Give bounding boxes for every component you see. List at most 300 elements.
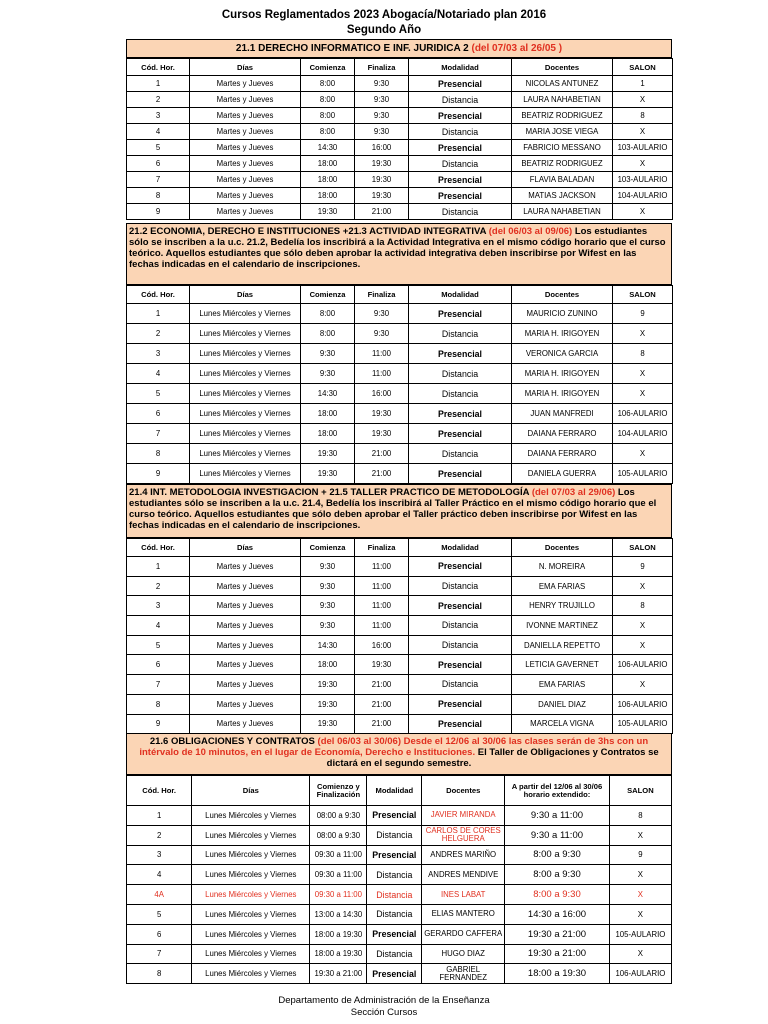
table-row <box>127 76 673 92</box>
table-row <box>127 806 672 826</box>
finaliza-cell: 21:00 <box>355 675 409 695</box>
table-row <box>127 964 672 984</box>
docente-cell: FABRICIO MESSANO <box>512 140 613 156</box>
table-row <box>127 204 673 220</box>
docente-cell: DAIANA FERRARO <box>512 444 613 464</box>
cod-cell: 4 <box>127 616 190 636</box>
table-row <box>127 364 673 384</box>
cod-cell: 5 <box>127 635 190 655</box>
salon-cell: 105-AULARIO <box>609 924 671 944</box>
finaliza-cell: 16:00 <box>355 635 409 655</box>
finaliza-cell: 21:00 <box>355 694 409 714</box>
docente-cell: DANIELLA REPETTO <box>512 635 613 655</box>
document-title: Cursos Reglamentados 2023 Abogacía/Notariado plan 2016 <box>221 9 547 21</box>
docente-cell: MARIA H. IRIGOYEN <box>512 324 613 344</box>
col-extendido: A partir del 12/06 al 30/06 horario extendido: <box>505 776 610 806</box>
cod-cell: 3 <box>127 596 190 616</box>
salon-cell: 104-AULARIO <box>613 188 673 204</box>
comienza-cell: 8:00 <box>301 76 355 92</box>
comienza-cell: 19:30 <box>301 204 355 220</box>
comienza-cell: 9:30 <box>301 596 355 616</box>
col-finaliza: Finaliza <box>355 539 409 557</box>
finaliza-cell: 11:00 <box>355 557 409 577</box>
dias-cell: Martes y Jueves <box>190 557 301 577</box>
salon-cell: X <box>613 204 673 220</box>
document-subtitle: Segundo Año <box>346 24 422 36</box>
dias-cell: Lunes Miércoles y Viernes <box>192 924 310 944</box>
docente-cell: DAIANA FERRARO <box>512 424 613 444</box>
table-row <box>127 865 672 885</box>
docente-cell: MATIAS JACKSON <box>512 188 613 204</box>
docente-cell: GABRIEL FERNANDEZ <box>422 964 505 984</box>
section-economia <box>126 223 672 484</box>
cod-cell: 6 <box>127 156 190 172</box>
finaliza-cell: 19:30 <box>355 172 409 188</box>
salon-cell: X <box>613 616 673 636</box>
docente-cell: LETICIA GAVERNET <box>512 655 613 675</box>
extendido-cell: 19:30 a 21:00 <box>505 944 610 964</box>
docente-cell: ELIAS MANTERO <box>422 904 505 924</box>
finaliza-cell: 21:00 <box>355 204 409 220</box>
salon-cell: X <box>613 124 673 140</box>
modalidad-cell: Presencial <box>409 596 512 616</box>
table-row <box>127 108 673 124</box>
cod-cell: 1 <box>127 304 190 324</box>
salon-cell: 9 <box>613 304 673 324</box>
comienza-cell: 19:30 <box>301 694 355 714</box>
comienza-cell: 14:30 <box>301 140 355 156</box>
salon-cell: 8 <box>613 596 673 616</box>
comienza-cell: 9:30 <box>301 576 355 596</box>
cod-cell: 2 <box>127 324 190 344</box>
section-header <box>126 733 672 775</box>
modalidad-cell: Presencial <box>409 108 512 124</box>
finaliza-cell: 16:00 <box>355 140 409 156</box>
table-row <box>127 825 672 845</box>
comienza-cell: 19:30 <box>301 675 355 695</box>
modalidad-cell: Presencial <box>409 464 512 484</box>
salon-cell: 103-AULARIO <box>613 172 673 188</box>
cod-cell: 4A <box>127 885 192 905</box>
salon-cell: X <box>609 865 671 885</box>
comienza-cell: 14:30 <box>301 635 355 655</box>
docente-cell: MAURICIO ZUNINO <box>512 304 613 324</box>
finaliza-cell: 11:00 <box>355 344 409 364</box>
dias-cell: Lunes Miércoles y Viernes <box>192 904 310 924</box>
modalidad-cell: Distancia <box>409 204 512 220</box>
docente-cell: INES LABAT <box>422 885 505 905</box>
table-row <box>127 404 673 424</box>
col-cod: Cód. Hor. <box>127 776 192 806</box>
modalidad-cell: Distancia <box>367 944 422 964</box>
salon-cell: 9 <box>609 845 671 865</box>
docente-cell: JUAN MANFREDI <box>512 404 613 424</box>
finaliza-cell: 21:00 <box>355 444 409 464</box>
modalidad-cell: Presencial <box>409 188 512 204</box>
cod-cell: 1 <box>127 806 192 826</box>
table-row <box>127 140 673 156</box>
finaliza-cell: 11:00 <box>355 364 409 384</box>
dias-cell: Lunes Miércoles y Viernes <box>192 865 310 885</box>
section-title: 21.6 OBLIGACIONES Y CONTRATOS <box>149 736 318 747</box>
schedule-table <box>126 538 673 734</box>
col-docentes: Docentes <box>512 539 613 557</box>
section-note-red: Desde el 12/06 al 30/06 las clases serán de 3hs con un intérvalo de 10 minutos, en el lugar de Economía, Derecho e Instituciones. <box>139 736 649 758</box>
docente-cell: NICOLAS ANTUNEZ <box>512 76 613 92</box>
modalidad-cell: Presencial <box>367 806 422 826</box>
dias-cell: Lunes Miércoles y Viernes <box>192 944 310 964</box>
modalidad-cell: Distancia <box>367 865 422 885</box>
dias-cell: Lunes Miércoles y Viernes <box>190 464 301 484</box>
dias-cell: Martes y Jueves <box>190 694 301 714</box>
salon-cell: X <box>613 675 673 695</box>
table-row <box>127 635 673 655</box>
schedule-table <box>126 58 673 220</box>
section-header <box>126 484 672 538</box>
salon-cell: X <box>613 156 673 172</box>
comienza-cell: 14:30 <box>301 384 355 404</box>
dias-cell: Martes y Jueves <box>190 655 301 675</box>
table-row <box>127 384 673 404</box>
modalidad-cell: Distancia <box>409 324 512 344</box>
finaliza-cell: 19:30 <box>355 156 409 172</box>
table-row <box>127 172 673 188</box>
dias-cell: Martes y Jueves <box>190 140 301 156</box>
cod-cell: 8 <box>127 188 190 204</box>
col-dias: Días <box>192 776 310 806</box>
modalidad-cell: Distancia <box>367 904 422 924</box>
cod-cell: 9 <box>127 464 190 484</box>
comienza-cell: 18:00 <box>301 156 355 172</box>
docente-cell: JAVIER MIRANDA <box>422 806 505 826</box>
table-row <box>127 344 673 364</box>
table-row <box>127 924 672 944</box>
horario-cell: 08:00 a 9:30 <box>310 825 367 845</box>
dias-cell: Lunes Miércoles y Viernes <box>190 304 301 324</box>
docente-cell: GERARDO CAFFERA <box>422 924 505 944</box>
extendido-cell: 9:30 a 11:00 <box>505 806 610 826</box>
cod-cell: 7 <box>127 944 192 964</box>
modalidad-cell: Distancia <box>409 92 512 108</box>
cod-cell: 9 <box>127 714 190 734</box>
docente-cell: CARLOS DE CORES HELGUERA <box>422 825 505 845</box>
comienza-cell: 19:30 <box>301 714 355 734</box>
cod-cell: 4 <box>127 865 192 885</box>
table-row <box>127 616 673 636</box>
salon-cell: 106-AULARIO <box>613 404 673 424</box>
table-row <box>127 304 673 324</box>
salon-cell: X <box>613 635 673 655</box>
section-dates: (del 07/03 al 26/05 ) <box>471 43 563 54</box>
finaliza-cell: 11:00 <box>355 616 409 636</box>
modalidad-cell: Distancia <box>409 675 512 695</box>
table-row <box>127 655 673 675</box>
comienza-cell: 18:00 <box>301 188 355 204</box>
finaliza-cell: 9:30 <box>355 108 409 124</box>
dias-cell: Lunes Miércoles y Viernes <box>192 885 310 905</box>
modalidad-cell: Distancia <box>409 124 512 140</box>
section-note: Los estudiantes sólo se inscriben a la u.c. 21.2, Bedelía los inscribirá a la Actividad Integrativa en el mismo código horario que el curso teórico. Aquellos estudiantes que sólo deben aprobar la actividad integrativa deben inscribirse por Wifest en las fechas indicadas en el calendario de inscripciones. <box>129 226 666 270</box>
col-dias: Días <box>190 539 301 557</box>
dias-cell: Martes y Jueves <box>190 124 301 140</box>
col-salon: SALON <box>613 286 673 304</box>
section-header <box>126 223 672 285</box>
dias-cell: Lunes Miércoles y Viernes <box>190 324 301 344</box>
salon-cell: X <box>609 885 671 905</box>
section-note: Los estudiantes sólo se inscriben a la u.c. 21.4, Bedelía los inscribirá al Taller Práctico en el mismo código horario que el curso teórico. Aquellos estudiantes que sólo deben aprobar el Taller práctico deben inscribirse por Wifest en las fechas indicadas en el calendario de inscripciones. <box>129 487 657 531</box>
section-dates: (del 06/03 al 30/06) <box>317 736 401 747</box>
extendido-cell: 8:00 a 9:30 <box>505 865 610 885</box>
docente-cell: ANDRES MENDIVE <box>422 865 505 885</box>
extendido-cell: 19:30 a 21:00 <box>505 924 610 944</box>
salon-cell: 8 <box>609 806 671 826</box>
modalidad-cell: Presencial <box>409 76 512 92</box>
col-modalidad: Modalidad <box>409 286 512 304</box>
docente-cell: MARCELA VIGNA <box>512 714 613 734</box>
section-obligaciones <box>126 733 672 984</box>
modalidad-cell: Presencial <box>409 404 512 424</box>
modalidad-cell: Presencial <box>409 172 512 188</box>
horario-cell: 18:00 a 19:30 <box>310 924 367 944</box>
horario-cell: 13:00 a 14:30 <box>310 904 367 924</box>
modalidad-cell: Distancia <box>367 825 422 845</box>
table-row <box>127 444 673 464</box>
table-row <box>127 324 673 344</box>
docente-cell: N. MOREIRA <box>512 557 613 577</box>
modalidad-cell: Presencial <box>409 557 512 577</box>
cod-cell: 6 <box>127 404 190 424</box>
section-dates: (del 06/03 al 09/06) <box>488 226 573 237</box>
modalidad-cell: Presencial <box>409 304 512 324</box>
docente-cell: VERONICA GARCIA <box>512 344 613 364</box>
table-row <box>127 424 673 444</box>
horario-cell: 08:00 a 9:30 <box>310 806 367 826</box>
docente-cell: DANIEL DIAZ <box>512 694 613 714</box>
comienza-cell: 9:30 <box>301 616 355 636</box>
section-dates: (del 07/03 al 29/06) <box>531 487 616 498</box>
section-title: 21.4 INT. METODOLOGIA INVESTIGACION + 21.5 TALLER PRACTICO DE METODOLOGÍA <box>129 487 532 498</box>
table-row <box>127 904 672 924</box>
finaliza-cell: 9:30 <box>355 92 409 108</box>
comienza-cell: 18:00 <box>301 424 355 444</box>
comienza-cell: 8:00 <box>301 304 355 324</box>
comienza-cell: 8:00 <box>301 92 355 108</box>
finaliza-cell: 9:30 <box>355 76 409 92</box>
dias-cell: Martes y Jueves <box>190 188 301 204</box>
salon-cell: X <box>609 825 671 845</box>
table-row <box>127 576 673 596</box>
cod-cell: 3 <box>127 108 190 124</box>
extendido-cell: 18:00 a 19:30 <box>505 964 610 984</box>
footer-department: Departamento de Administración de la Enseñanza <box>278 995 490 1006</box>
dias-cell: Martes y Jueves <box>190 635 301 655</box>
modalidad-cell: Presencial <box>409 655 512 675</box>
salon-cell: 8 <box>613 108 673 124</box>
salon-cell: 105-AULARIO <box>613 464 673 484</box>
table-row <box>127 92 673 108</box>
table-row <box>127 124 673 140</box>
docente-cell: FLAVIA BALADAN <box>512 172 613 188</box>
modalidad-cell: Distancia <box>409 444 512 464</box>
col-salon: SALON <box>609 776 671 806</box>
col-comienza: Comienza <box>301 59 355 76</box>
dias-cell: Lunes Miércoles y Viernes <box>192 825 310 845</box>
cod-cell: 1 <box>127 557 190 577</box>
schedule-table <box>126 775 672 984</box>
table-row <box>127 885 672 905</box>
salon-cell: X <box>613 576 673 596</box>
table-row <box>127 845 672 865</box>
docente-cell: DANIELA GUERRA <box>512 464 613 484</box>
schedule-table <box>126 285 673 484</box>
col-docentes: Docentes <box>512 286 613 304</box>
docente-cell: MARIA H. IRIGOYEN <box>512 364 613 384</box>
table-row <box>127 156 673 172</box>
comienza-cell: 8:00 <box>301 108 355 124</box>
modalidad-cell: Presencial <box>409 694 512 714</box>
cod-cell: 2 <box>127 825 192 845</box>
finaliza-cell: 16:00 <box>355 384 409 404</box>
comienza-cell: 9:30 <box>301 557 355 577</box>
comienza-cell: 19:30 <box>301 464 355 484</box>
modalidad-cell: Distancia <box>409 384 512 404</box>
dias-cell: Martes y Jueves <box>190 204 301 220</box>
cod-cell: 1 <box>127 76 190 92</box>
horario-cell: 18:00 a 19:30 <box>310 944 367 964</box>
comienza-cell: 19:30 <box>301 444 355 464</box>
section-metodologia <box>126 484 672 734</box>
col-cod: Cód. Hor. <box>127 286 190 304</box>
cod-cell: 7 <box>127 675 190 695</box>
cod-cell: 2 <box>127 92 190 108</box>
horario-cell: 09:30 a 11:00 <box>310 845 367 865</box>
salon-cell: X <box>609 904 671 924</box>
col-finaliza: Finaliza <box>355 286 409 304</box>
docente-cell: BEATRIZ RODRIGUEZ <box>512 156 613 172</box>
comienza-cell: 18:00 <box>301 172 355 188</box>
modalidad-cell: Distancia <box>409 364 512 384</box>
modalidad-cell: Presencial <box>409 424 512 444</box>
finaliza-cell: 21:00 <box>355 714 409 734</box>
modalidad-cell: Presencial <box>409 140 512 156</box>
extendido-cell: 14:30 a 16:00 <box>505 904 610 924</box>
comienza-cell: 18:00 <box>301 655 355 675</box>
modalidad-cell: Presencial <box>367 924 422 944</box>
dias-cell: Lunes Miércoles y Viernes <box>190 444 301 464</box>
dias-cell: Lunes Miércoles y Viernes <box>192 964 310 984</box>
cod-cell: 2 <box>127 576 190 596</box>
horario-cell: 09:30 a 11:00 <box>310 865 367 885</box>
col-salon: SALON <box>613 59 673 76</box>
salon-cell: X <box>613 92 673 108</box>
finaliza-cell: 19:30 <box>355 424 409 444</box>
horario-cell: 09:30 a 11:00 <box>310 885 367 905</box>
col-modalidad: Modalidad <box>367 776 422 806</box>
table-row <box>127 675 673 695</box>
docente-cell: LAURA NAHABETIAN <box>512 92 613 108</box>
col-comienza: Comienza <box>301 286 355 304</box>
dias-cell: Lunes Miércoles y Viernes <box>190 424 301 444</box>
modalidad-cell: Distancia <box>409 616 512 636</box>
comienza-cell: 18:00 <box>301 404 355 424</box>
salon-cell: 8 <box>613 344 673 364</box>
modalidad-cell: Distancia <box>409 635 512 655</box>
salon-cell: X <box>613 444 673 464</box>
col-salon: SALON <box>613 539 673 557</box>
docente-cell: MARIA H. IRIGOYEN <box>512 384 613 404</box>
comienza-cell: 8:00 <box>301 124 355 140</box>
table-row <box>127 596 673 616</box>
dias-cell: Martes y Jueves <box>190 616 301 636</box>
salon-cell: X <box>613 384 673 404</box>
modalidad-cell: Distancia <box>367 885 422 905</box>
modalidad-cell: Distancia <box>409 156 512 172</box>
cod-cell: 7 <box>127 424 190 444</box>
modalidad-cell: Distancia <box>409 576 512 596</box>
table-row <box>127 188 673 204</box>
dias-cell: Martes y Jueves <box>190 108 301 124</box>
dias-cell: Martes y Jueves <box>190 156 301 172</box>
docente-cell: HENRY TRUJILLO <box>512 596 613 616</box>
dias-cell: Martes y Jueves <box>190 576 301 596</box>
cod-cell: 5 <box>127 904 192 924</box>
finaliza-cell: 11:00 <box>355 576 409 596</box>
cod-cell: 3 <box>127 845 192 865</box>
salon-cell: 106-AULARIO <box>613 655 673 675</box>
finaliza-cell: 19:30 <box>355 188 409 204</box>
docente-cell: LAURA NAHABETIAN <box>512 204 613 220</box>
section-note: El Taller de Obligaciones y Contratos se dictará en el segundo semestre. <box>326 747 659 769</box>
dias-cell: Martes y Jueves <box>190 596 301 616</box>
salon-cell: 106-AULARIO <box>609 964 671 984</box>
section-header <box>126 39 672 58</box>
table-row <box>127 944 672 964</box>
dias-cell: Martes y Jueves <box>190 172 301 188</box>
dias-cell: Lunes Miércoles y Viernes <box>190 404 301 424</box>
modalidad-cell: Presencial <box>409 714 512 734</box>
dias-cell: Martes y Jueves <box>190 714 301 734</box>
modalidad-cell: Presencial <box>409 344 512 364</box>
cod-cell: 4 <box>127 364 190 384</box>
finaliza-cell: 19:30 <box>355 404 409 424</box>
section-derecho-informatico <box>126 39 672 220</box>
col-finaliza: Finaliza <box>355 59 409 76</box>
horario-cell: 19:30 a 21:00 <box>310 964 367 984</box>
cod-cell: 5 <box>127 384 190 404</box>
col-comienzo-fin: Comienzo y Finalización <box>310 776 367 806</box>
comienza-cell: 9:30 <box>301 364 355 384</box>
dias-cell: Lunes Miércoles y Viernes <box>192 806 310 826</box>
table-row <box>127 557 673 577</box>
col-docentes: Docentes <box>512 59 613 76</box>
col-docentes: Docentes <box>422 776 505 806</box>
cod-cell: 8 <box>127 964 192 984</box>
extendido-cell: 8:00 a 9:30 <box>505 885 610 905</box>
comienza-cell: 9:30 <box>301 344 355 364</box>
table-row <box>127 694 673 714</box>
col-modalidad: Modalidad <box>409 59 512 76</box>
salon-cell: X <box>613 364 673 384</box>
salon-cell: 1 <box>613 76 673 92</box>
salon-cell: 105-AULARIO <box>613 714 673 734</box>
finaliza-cell: 21:00 <box>355 464 409 484</box>
docente-cell: BEATRIZ RODRIGUEZ <box>512 108 613 124</box>
table-row <box>127 714 673 734</box>
col-cod: Cód. Hor. <box>127 59 190 76</box>
dias-cell: Lunes Miércoles y Viernes <box>190 384 301 404</box>
salon-cell: 103-AULARIO <box>613 140 673 156</box>
dias-cell: Lunes Miércoles y Viernes <box>190 344 301 364</box>
